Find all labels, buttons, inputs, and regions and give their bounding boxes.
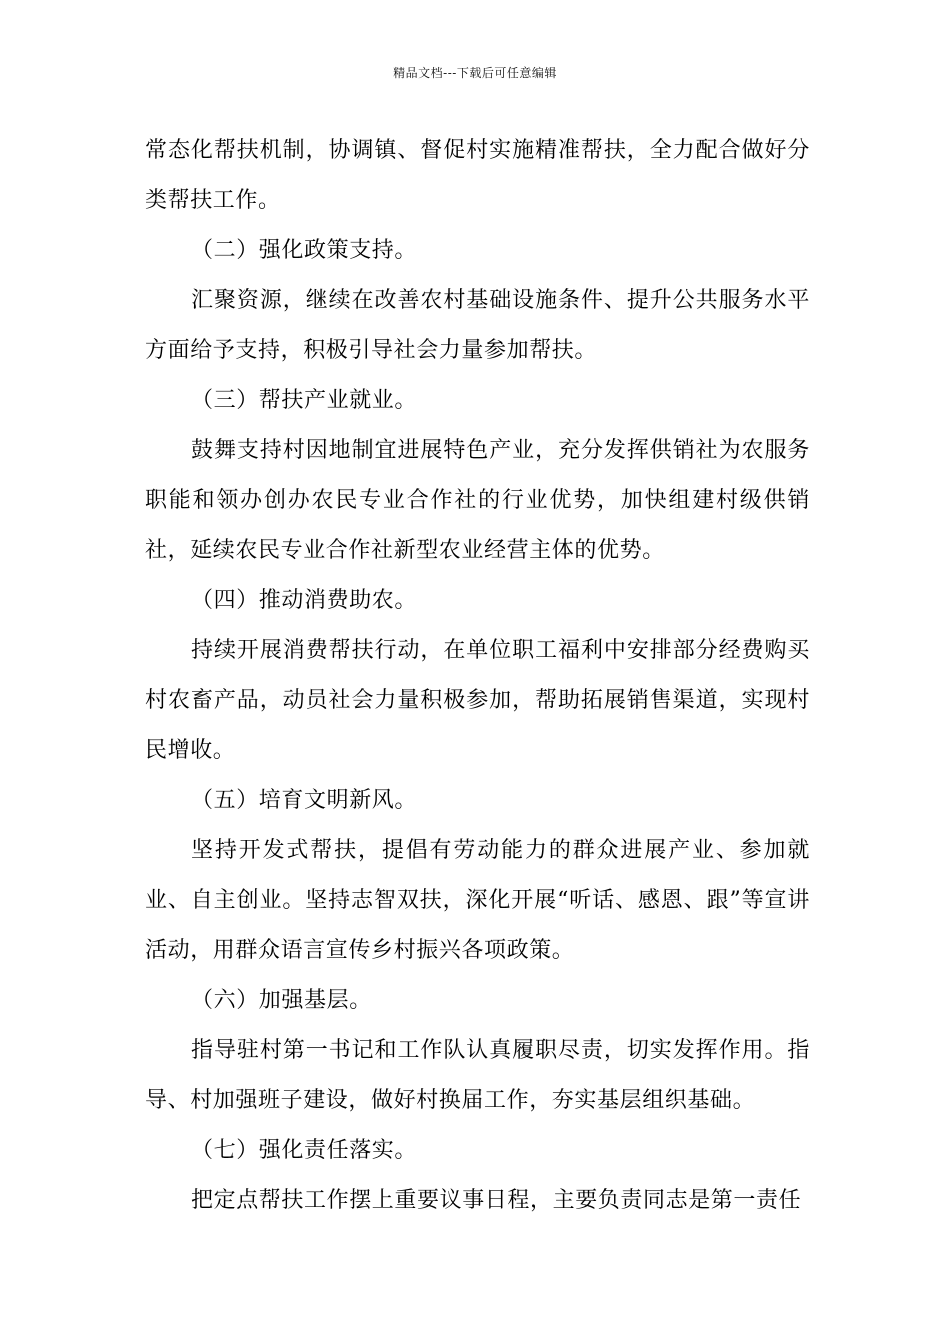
paragraph-consumption-aid: 持续开展消费帮扶行动，在单位职工福利中安排部分经费购买村农畜产品，动员社会力量积极参加，帮助拓展销售渠道，实现村民增收。: [145, 638, 810, 763]
page-header: 精品文档---下载后可任意编辑: [393, 66, 557, 80]
document-body: [145, 126, 810, 1226]
paragraph-industry-employment: 鼓舞支持村因地制宜进展特色产业，充分发挥供销社为农服务职能和领办创办农民专业合作社的行业优势，加快组建村级供销社，延续农民专业合作社新型农业经营主体的优势。: [145, 438, 810, 563]
section-heading-5: （五）培育文明新风。: [191, 788, 418, 813]
section-heading-6: （六）加强基层。: [191, 988, 372, 1013]
paragraph-policy-support: 汇聚资源，继续在改善农村基础设施条件、提升公共服务水平方面给予支持，积极引导社会力量参加帮扶。: [145, 288, 810, 363]
paragraph-civilization: 坚持开发式帮扶，提倡有劳动能力的群众进展产业、参加就业、自主创业。坚持志智双扶，深化开展“听话、感恩、跟”等宣讲活动，用群众语言宣传乡村振兴各项政策。: [145, 838, 810, 963]
paragraph-responsibility: 把定点帮扶工作摆上重要议事日程，主要负责同志是第一责任: [191, 1188, 802, 1213]
section-heading-2: （二）强化政策支持。: [191, 238, 418, 263]
section-heading-4: （四）推动消费助农。: [191, 588, 418, 613]
section-heading-7: （七）强化责任落实。: [191, 1138, 418, 1163]
paragraph-grassroots: 指导驻村第一书记和工作队认真履职尽责，切实发挥作用。指导、村加强班子建设，做好村换届工作，夯实基层组织基础。: [145, 1038, 810, 1113]
paragraph-continuation: 常态化帮扶机制，协调镇、督促村实施精准帮扶，全力配合做好分类帮扶工作。: [145, 138, 810, 213]
section-heading-3: （三）帮扶产业就业。: [191, 388, 418, 413]
